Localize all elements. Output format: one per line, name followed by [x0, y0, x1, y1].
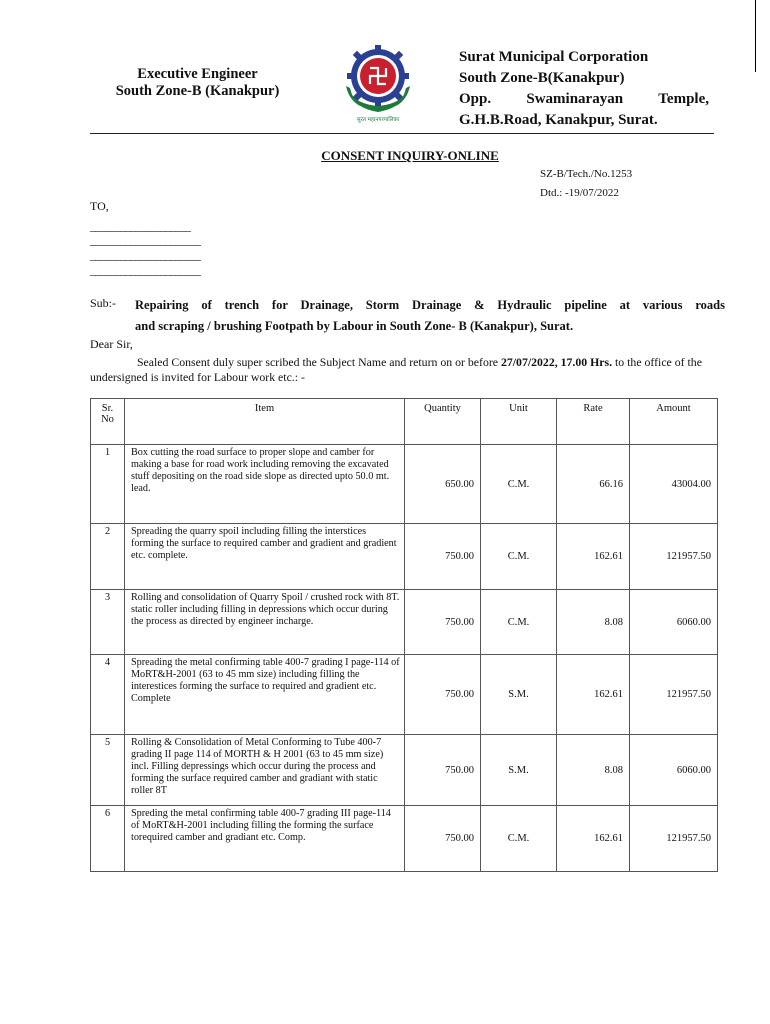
logo-caption: सुरत महानगरपालिका [356, 117, 400, 123]
header-rate: Rate [557, 399, 630, 445]
table-row [91, 655, 718, 735]
row-unit: C.M. [481, 806, 557, 872]
row-sr: 1 [91, 445, 125, 524]
row-sr: 5 [91, 735, 125, 806]
header-item: Item [125, 399, 405, 445]
row-unit: C.M. [481, 445, 557, 524]
salutation: Dear Sir, [90, 337, 133, 351]
row-unit: S.M. [481, 735, 557, 806]
row-unit: C.M. [481, 524, 557, 590]
header-sr: Sr. No [91, 399, 125, 445]
row-rate: 8.08 [557, 735, 630, 806]
row-item: Spreding the metal confirming table 400-7 grading III page-114 of MoRT&H-2001 including filling the forming the surface torequired camber and gradiant etc. Comp. [125, 806, 405, 872]
table-row [91, 445, 718, 524]
header-amount: Amount [630, 399, 718, 445]
subject-line-1: Repairing of trench for Drainage, Storm Drainage & Hydraulic pipeline at various roads [135, 298, 725, 312]
row-sr: 6 [91, 806, 125, 872]
recipient-label: TO, [90, 199, 109, 213]
row-quantity: 750.00 [405, 806, 481, 872]
address-line: ____________________ [90, 219, 190, 233]
table-row [91, 524, 718, 590]
corporation-name: Surat Municipal Corporation [459, 49, 649, 65]
invitation-paragraph: Sealed Consent duly super scribed the Subject Name and return on or before 27/07/2022, 17.00 Hrs. to the office of the undersigned is invited for Labour work etc.: - [90, 355, 702, 384]
row-amount: 121957.50 [630, 655, 718, 735]
rates-table [90, 398, 718, 872]
header-unit: Unit [481, 399, 557, 445]
row-quantity: 750.00 [405, 590, 481, 655]
row-unit: S.M. [481, 655, 557, 735]
row-item: Spreading the metal confirming table 400-7 grading I page-114 of MoRT&H-2001 (63 to 45 mm size) including filling the interestices forming the surface to required and gradient etc. Complete [125, 655, 405, 735]
subject-label: Sub:- [90, 296, 117, 310]
row-rate: 162.61 [557, 655, 630, 735]
row-rate: 66.16 [557, 445, 630, 524]
row-rate: 162.61 [557, 806, 630, 872]
row-quantity: 650.00 [405, 445, 481, 524]
reference-number: SZ-B/Tech./No.1253 [540, 168, 633, 180]
sender-office: South Zone-B (Kanakpur) [115, 83, 280, 99]
table-header-row [91, 399, 718, 445]
row-amount: 121957.50 [630, 806, 718, 872]
row-amount: 6060.00 [630, 590, 718, 655]
deadline: 27/07/2022, 17.00 Hrs. [500, 355, 613, 369]
corporation-zone: South Zone-B(Kanakpur) [459, 70, 625, 86]
row-amount: 43004.00 [630, 445, 718, 524]
address-line: ______________________ [90, 248, 200, 262]
header-quantity: Quantity [405, 399, 481, 445]
row-quantity: 750.00 [405, 735, 481, 806]
row-amount: 121957.50 [630, 524, 718, 590]
address-line: ______________________ [90, 263, 200, 277]
corporation-landmark: Opp. Swaminarayan Temple, [459, 91, 709, 107]
table-row [91, 806, 718, 872]
sender-block [90, 66, 305, 100]
table-row [91, 590, 718, 655]
row-unit: C.M. [481, 590, 557, 655]
row-sr: 3 [91, 590, 125, 655]
row-item: Rolling & Consolidation of Metal Conforming to Tube 400-7 grading II page 114 of MORTH & H 2001 (63 to 45 mm size) incl. Filling depressings which occur during the process and forming the surface required camber and gradiant with static roller 8T [125, 735, 405, 806]
corporation-road: G.H.B.Road, Kanakpur, Surat. [459, 112, 658, 128]
row-quantity: 750.00 [405, 524, 481, 590]
subject-line-2: and scraping / brushing Footpath by Labour in South Zone- B (Kanakpur), Surat. [135, 319, 574, 333]
row-sr: 4 [91, 655, 125, 735]
row-rate: 8.08 [557, 590, 630, 655]
address-line: ______________________ [90, 233, 200, 247]
document-title: CONSENT INQUIRY-ONLINE [321, 148, 499, 163]
page-edge-line [755, 0, 756, 72]
row-item: Spreading the quarry spoil including filling the interstices forming the surface to required camber and gradient and gradient etc. complete. [125, 524, 405, 590]
table-row [91, 735, 718, 806]
row-amount: 6060.00 [630, 735, 718, 806]
row-sr: 2 [91, 524, 125, 590]
document-date: Dtd.: -19/07/2022 [540, 187, 619, 199]
row-rate: 162.61 [557, 524, 630, 590]
smc-emblem-icon [340, 42, 416, 126]
header-divider [90, 133, 714, 134]
row-quantity: 750.00 [405, 655, 481, 735]
corporation-address [459, 47, 709, 131]
sender-title: Executive Engineer [137, 66, 258, 82]
row-item: Rolling and consolidation of Quarry Spoil / crushed rock with 8T. static roller including filling in depressions which occur during the process as directed by engineer incharge. [125, 590, 405, 655]
row-item: Box cutting the road surface to proper slope and camber for making a base for road work including removing the excavated stuff depositing on the road side slope as directed upto 50.0 mt. lead. [125, 445, 405, 524]
